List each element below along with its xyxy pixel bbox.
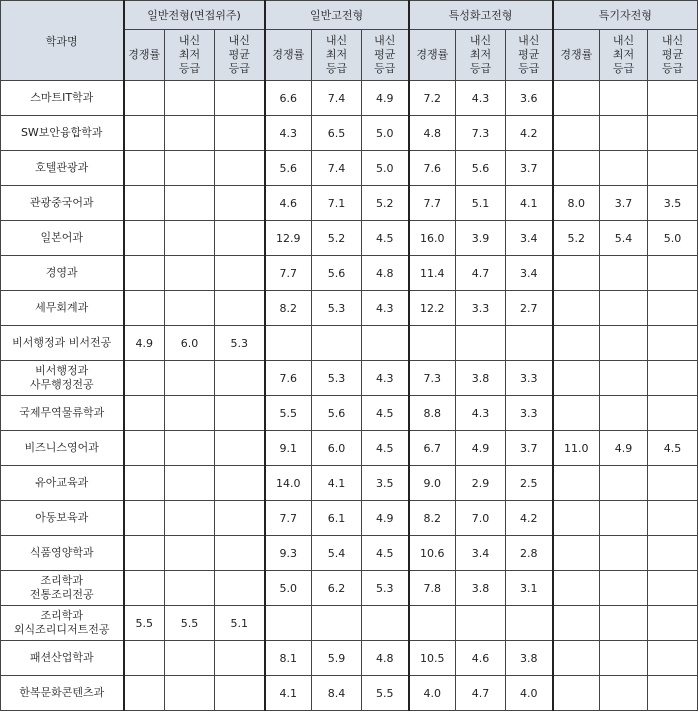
value-cell: 8.4: [312, 676, 362, 711]
value-cell: 7.6: [265, 361, 312, 396]
table-row: [1, 501, 698, 536]
value-cell: 5.6: [312, 396, 362, 431]
value-cell: 7.7: [409, 186, 456, 221]
value-cell: 4.8: [409, 116, 456, 151]
value-cell: 2.9: [456, 466, 506, 501]
value-cell: [648, 641, 698, 676]
value-cell: [553, 676, 600, 711]
value-cell: [409, 326, 456, 361]
value-cell: 4.3: [456, 396, 506, 431]
table-row: [1, 81, 698, 116]
value-cell: [165, 571, 215, 606]
value-cell: [648, 571, 698, 606]
value-cell: 4.8: [362, 641, 409, 676]
table-row: [1, 326, 698, 361]
dept-name-cell: 비서행정과 사무행정전공: [1, 361, 124, 396]
dept-name-cell: 호텔관광과: [1, 151, 124, 186]
value-cell: 3.8: [506, 641, 553, 676]
value-cell: 6.5: [312, 116, 362, 151]
value-cell: [362, 326, 409, 361]
value-cell: 3.9: [456, 221, 506, 256]
value-cell: 7.3: [456, 116, 506, 151]
table-row: [1, 256, 698, 291]
value-cell: 4.9: [456, 431, 506, 466]
value-cell: 2.7: [506, 291, 553, 326]
value-cell: 5.9: [312, 641, 362, 676]
value-cell: 5.5: [124, 606, 165, 641]
value-cell: [215, 466, 265, 501]
value-cell: [600, 116, 648, 151]
value-cell: 2.5: [506, 466, 553, 501]
value-cell: [215, 676, 265, 711]
value-cell: [165, 431, 215, 466]
value-cell: [553, 81, 600, 116]
dept-name-cell: SW보안융합학과: [1, 116, 124, 151]
value-cell: 7.4: [312, 151, 362, 186]
value-cell: [600, 291, 648, 326]
value-cell: [553, 396, 600, 431]
value-cell: [409, 606, 456, 641]
value-cell: 4.9: [600, 431, 648, 466]
value-cell: 11.0: [553, 431, 600, 466]
value-cell: [553, 571, 600, 606]
dept-name-cell: 유아교육과: [1, 466, 124, 501]
value-cell: 5.3: [312, 361, 362, 396]
value-cell: [600, 396, 648, 431]
value-cell: 4.9: [124, 326, 165, 361]
group-header-general-high: 일반고전형: [265, 1, 409, 30]
value-cell: [600, 361, 648, 396]
value-cell: 5.2: [553, 221, 600, 256]
value-cell: [600, 676, 648, 711]
value-cell: [215, 256, 265, 291]
value-cell: [124, 571, 165, 606]
value-cell: [165, 81, 215, 116]
value-cell: 4.3: [362, 361, 409, 396]
value-cell: [648, 256, 698, 291]
value-cell: 7.3: [409, 361, 456, 396]
dept-name-cell: 한복문화콘텐츠과: [1, 676, 124, 711]
value-cell: [165, 151, 215, 186]
dept-name-cell: 조리학과 전통조리전공: [1, 571, 124, 606]
avg-grade-header: 내신 평균 등급: [506, 30, 553, 81]
value-cell: [215, 151, 265, 186]
value-cell: [362, 606, 409, 641]
dept-name-cell: 경영과: [1, 256, 124, 291]
value-cell: [124, 676, 165, 711]
value-cell: [648, 606, 698, 641]
table-row: [1, 571, 698, 606]
value-cell: 4.2: [506, 116, 553, 151]
avg-grade-header: 내신 평균 등급: [648, 30, 698, 81]
value-cell: 5.0: [265, 571, 312, 606]
value-cell: 3.1: [506, 571, 553, 606]
value-cell: 4.6: [265, 186, 312, 221]
value-cell: 3.7: [506, 431, 553, 466]
value-cell: 7.2: [409, 81, 456, 116]
value-cell: [648, 676, 698, 711]
value-cell: 4.5: [362, 431, 409, 466]
value-cell: [312, 606, 362, 641]
value-cell: [648, 81, 698, 116]
value-cell: 5.6: [456, 151, 506, 186]
dept-name-cell: 아동보육과: [1, 501, 124, 536]
min-grade-header: 내신 최저 등급: [456, 30, 506, 81]
value-cell: 6.2: [312, 571, 362, 606]
value-cell: 7.7: [265, 256, 312, 291]
value-cell: 9.3: [265, 536, 312, 571]
table-row: [1, 466, 698, 501]
value-cell: [600, 466, 648, 501]
value-cell: [553, 326, 600, 361]
value-cell: [553, 606, 600, 641]
value-cell: [648, 361, 698, 396]
table-row: [1, 116, 698, 151]
value-cell: [124, 361, 165, 396]
value-cell: [553, 641, 600, 676]
table-row: [1, 151, 698, 186]
value-cell: 3.7: [600, 186, 648, 221]
value-cell: [553, 501, 600, 536]
value-cell: [648, 536, 698, 571]
value-cell: 4.3: [265, 116, 312, 151]
value-cell: 5.3: [362, 571, 409, 606]
value-cell: 4.1: [312, 466, 362, 501]
table-row: [1, 361, 698, 396]
value-cell: 3.4: [456, 536, 506, 571]
value-cell: 3.4: [506, 221, 553, 256]
value-cell: 4.5: [362, 221, 409, 256]
value-cell: 4.2: [506, 501, 553, 536]
value-cell: 4.5: [362, 396, 409, 431]
value-cell: [165, 676, 215, 711]
value-cell: 3.3: [506, 361, 553, 396]
value-cell: 11.4: [409, 256, 456, 291]
value-cell: [648, 466, 698, 501]
value-cell: [124, 221, 165, 256]
value-cell: 4.9: [362, 81, 409, 116]
avg-grade-header: 내신 평균 등급: [215, 30, 265, 81]
value-cell: [600, 641, 648, 676]
competition-rate-header: 경쟁률: [553, 30, 600, 81]
value-cell: [165, 186, 215, 221]
value-cell: [553, 256, 600, 291]
value-cell: 5.5: [265, 396, 312, 431]
value-cell: [506, 606, 553, 641]
value-cell: 3.3: [506, 396, 553, 431]
value-cell: [215, 571, 265, 606]
value-cell: [648, 501, 698, 536]
value-cell: 4.1: [265, 676, 312, 711]
value-cell: 12.9: [265, 221, 312, 256]
value-cell: [648, 116, 698, 151]
table-row: [1, 676, 698, 711]
value-cell: [648, 396, 698, 431]
value-cell: 3.8: [456, 361, 506, 396]
value-cell: 3.4: [506, 256, 553, 291]
value-cell: [215, 186, 265, 221]
value-cell: [553, 291, 600, 326]
table-row: [1, 396, 698, 431]
value-cell: [215, 396, 265, 431]
value-cell: [600, 151, 648, 186]
value-cell: [124, 431, 165, 466]
value-cell: 4.0: [409, 676, 456, 711]
value-cell: 8.2: [265, 291, 312, 326]
value-cell: [124, 641, 165, 676]
value-cell: [124, 501, 165, 536]
value-cell: [124, 256, 165, 291]
min-grade-header: 내신 최저 등급: [600, 30, 648, 81]
value-cell: 4.7: [456, 676, 506, 711]
value-cell: 6.1: [312, 501, 362, 536]
table-row: [1, 606, 698, 641]
value-cell: 4.0: [506, 676, 553, 711]
value-cell: 5.1: [456, 186, 506, 221]
value-cell: [165, 256, 215, 291]
dept-name-cell: 비서행정과 비서전공: [1, 326, 124, 361]
value-cell: [456, 606, 506, 641]
value-cell: 7.7: [265, 501, 312, 536]
value-cell: [124, 291, 165, 326]
value-cell: 7.0: [456, 501, 506, 536]
value-cell: 4.1: [506, 186, 553, 221]
value-cell: [215, 81, 265, 116]
value-cell: [215, 536, 265, 571]
value-cell: [456, 326, 506, 361]
value-cell: [124, 116, 165, 151]
group-header-specialized-high: 특성화고전형: [409, 1, 553, 30]
value-cell: 10.5: [409, 641, 456, 676]
value-cell: 5.0: [648, 221, 698, 256]
value-cell: 7.4: [312, 81, 362, 116]
value-cell: [600, 81, 648, 116]
value-cell: 7.8: [409, 571, 456, 606]
value-cell: 9.1: [265, 431, 312, 466]
value-cell: 3.6: [506, 81, 553, 116]
value-cell: 8.2: [409, 501, 456, 536]
value-cell: 5.4: [600, 221, 648, 256]
value-cell: 6.6: [265, 81, 312, 116]
value-cell: 5.3: [215, 326, 265, 361]
value-cell: [165, 116, 215, 151]
value-cell: 8.1: [265, 641, 312, 676]
value-cell: [648, 151, 698, 186]
value-cell: [600, 326, 648, 361]
value-cell: 3.7: [506, 151, 553, 186]
table-row: [1, 431, 698, 466]
value-cell: 4.7: [456, 256, 506, 291]
value-cell: 16.0: [409, 221, 456, 256]
value-cell: 7.6: [409, 151, 456, 186]
value-cell: [124, 186, 165, 221]
value-cell: [553, 536, 600, 571]
dept-name-cell: 조리학과 외식조리디저트전공: [1, 606, 124, 641]
dept-name-cell: 국제무역물류학과: [1, 396, 124, 431]
dept-name-header: 학과명: [1, 1, 124, 81]
value-cell: [215, 116, 265, 151]
value-cell: [648, 291, 698, 326]
value-cell: [215, 501, 265, 536]
value-cell: 5.1: [215, 606, 265, 641]
value-cell: [648, 326, 698, 361]
value-cell: [553, 151, 600, 186]
value-cell: [165, 536, 215, 571]
value-cell: [553, 116, 600, 151]
dept-name-cell: 세무회계과: [1, 291, 124, 326]
value-cell: [165, 291, 215, 326]
value-cell: [215, 221, 265, 256]
value-cell: 5.3: [312, 291, 362, 326]
value-cell: [600, 571, 648, 606]
dept-name-cell: 비즈니스영어과: [1, 431, 124, 466]
value-cell: 5.2: [362, 186, 409, 221]
value-cell: 3.8: [456, 571, 506, 606]
value-cell: 4.8: [362, 256, 409, 291]
value-cell: 4.5: [362, 536, 409, 571]
value-cell: 4.5: [648, 431, 698, 466]
value-cell: 3.3: [456, 291, 506, 326]
value-cell: 7.1: [312, 186, 362, 221]
avg-grade-header: 내신 평균 등급: [362, 30, 409, 81]
value-cell: 12.2: [409, 291, 456, 326]
value-cell: 8.8: [409, 396, 456, 431]
min-grade-header: 내신 최저 등급: [165, 30, 215, 81]
value-cell: 6.0: [165, 326, 215, 361]
value-cell: [600, 606, 648, 641]
header-group-row: [1, 1, 698, 30]
group-header-special-talent: 특기자전형: [553, 1, 698, 30]
value-cell: [600, 501, 648, 536]
value-cell: 2.8: [506, 536, 553, 571]
value-cell: 5.6: [265, 151, 312, 186]
value-cell: [265, 606, 312, 641]
value-cell: [600, 256, 648, 291]
value-cell: [165, 361, 215, 396]
value-cell: 5.2: [312, 221, 362, 256]
table-row: [1, 186, 698, 221]
value-cell: 10.6: [409, 536, 456, 571]
value-cell: [165, 641, 215, 676]
table-header: [1, 1, 698, 81]
value-cell: [215, 361, 265, 396]
value-cell: [553, 361, 600, 396]
value-cell: 6.7: [409, 431, 456, 466]
table-row: [1, 641, 698, 676]
dept-name-cell: 스마트IT학과: [1, 81, 124, 116]
table-row: [1, 536, 698, 571]
value-cell: [506, 326, 553, 361]
value-cell: [215, 291, 265, 326]
value-cell: 3.5: [648, 186, 698, 221]
value-cell: 8.0: [553, 186, 600, 221]
value-cell: 6.0: [312, 431, 362, 466]
value-cell: 5.4: [312, 536, 362, 571]
value-cell: [124, 536, 165, 571]
table-body: [1, 81, 698, 711]
value-cell: [553, 466, 600, 501]
value-cell: 4.6: [456, 641, 506, 676]
value-cell: [124, 151, 165, 186]
value-cell: 5.0: [362, 116, 409, 151]
value-cell: [165, 221, 215, 256]
value-cell: [124, 466, 165, 501]
value-cell: 9.0: [409, 466, 456, 501]
dept-name-cell: 일본어과: [1, 221, 124, 256]
value-cell: [215, 431, 265, 466]
value-cell: [165, 501, 215, 536]
value-cell: [165, 396, 215, 431]
value-cell: 5.5: [362, 676, 409, 711]
value-cell: 5.0: [362, 151, 409, 186]
competition-rate-header: 경쟁률: [409, 30, 456, 81]
value-cell: [124, 396, 165, 431]
table-row: [1, 291, 698, 326]
value-cell: 5.6: [312, 256, 362, 291]
dept-name-cell: 관광중국어과: [1, 186, 124, 221]
value-cell: 14.0: [265, 466, 312, 501]
dept-name-cell: 패션산업학과: [1, 641, 124, 676]
value-cell: 4.3: [362, 291, 409, 326]
group-header-interview: 일반전형(면접위주): [124, 1, 265, 30]
value-cell: 3.5: [362, 466, 409, 501]
value-cell: [265, 326, 312, 361]
value-cell: [215, 641, 265, 676]
value-cell: [312, 326, 362, 361]
value-cell: 5.5: [165, 606, 215, 641]
competition-rate-header: 경쟁률: [124, 30, 165, 81]
value-cell: [124, 81, 165, 116]
competition-rate-header: 경쟁률: [265, 30, 312, 81]
value-cell: [600, 536, 648, 571]
value-cell: [165, 466, 215, 501]
min-grade-header: 내신 최저 등급: [312, 30, 362, 81]
value-cell: 4.9: [362, 501, 409, 536]
dept-name-cell: 식품영양학과: [1, 536, 124, 571]
value-cell: 4.3: [456, 81, 506, 116]
table-row: [1, 221, 698, 256]
